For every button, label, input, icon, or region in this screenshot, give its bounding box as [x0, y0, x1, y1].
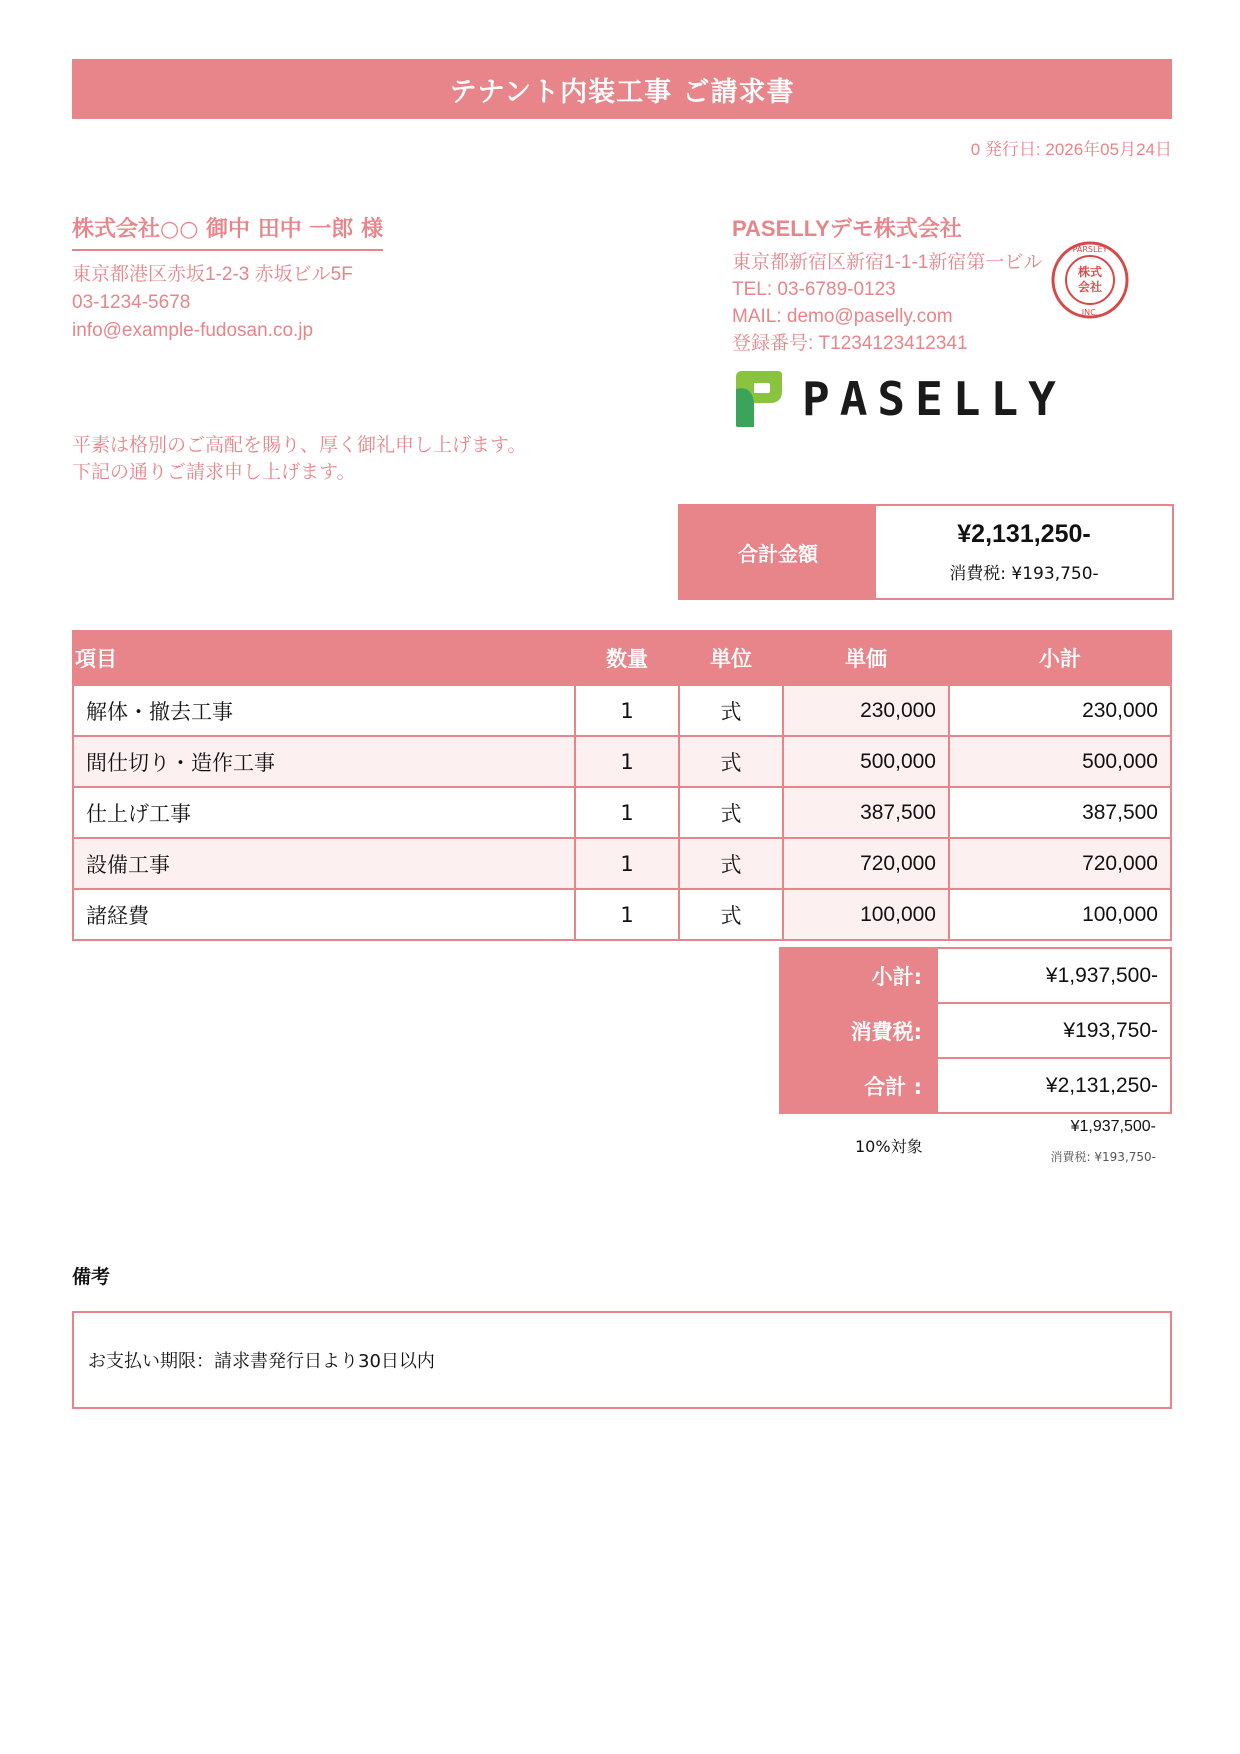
- notes-title: 備考: [72, 1266, 111, 1288]
- header-subtotal: 小計: [949, 631, 1171, 685]
- cell-price: 500,000: [783, 736, 949, 787]
- header-item: 項目: [73, 631, 575, 685]
- recipient-address: 東京都港区赤坂1-2-3 赤坂ビル5F: [72, 264, 353, 285]
- cell-unit: 式: [679, 685, 783, 736]
- cell-qty: 1: [575, 685, 679, 736]
- cell-unit: 式: [679, 838, 783, 889]
- table-row: [73, 685, 1171, 736]
- issue-date: 0 発行日: 2026年05月24日: [970, 140, 1172, 159]
- cell-price: 720,000: [783, 838, 949, 889]
- cell-item: 諸経費: [73, 889, 575, 940]
- summary-table: [779, 947, 1172, 1114]
- cell-item: 設備工事: [73, 838, 575, 889]
- tax-label: 消費税:: [780, 1003, 937, 1058]
- cell-qty: 1: [575, 787, 679, 838]
- cell-subtotal: 230,000: [949, 685, 1171, 736]
- recipient-block: [72, 212, 632, 345]
- sender-company: PASELLYデモ株式会社: [732, 216, 962, 241]
- svg-text:INC.: INC.: [1081, 308, 1099, 317]
- svg-text:株式: 株式: [1077, 265, 1103, 279]
- line-items-table: [72, 630, 1172, 941]
- cell-price: 230,000: [783, 685, 949, 736]
- table-row: [73, 736, 1171, 787]
- notes-box: [72, 1311, 1172, 1409]
- total-tax-value: 消費税: ¥193,750-: [949, 564, 1099, 584]
- cell-qty: 1: [575, 889, 679, 940]
- cell-unit: 式: [679, 787, 783, 838]
- total-label: 合計 :: [780, 1058, 937, 1113]
- total-amount-value: ¥2,131,250-: [957, 520, 1091, 548]
- tax-rate-label: 10%対象: [855, 1137, 923, 1156]
- svg-text:会社: 会社: [1077, 280, 1103, 294]
- invoice-title: テナント内装工事 ご請求書: [72, 59, 1172, 119]
- total-value: ¥2,131,250-: [937, 1058, 1171, 1113]
- summary-row-total: [780, 1058, 1171, 1113]
- header-unit: 単位: [679, 631, 783, 685]
- tax-value: ¥193,750-: [937, 1003, 1171, 1058]
- paselly-logo: [732, 368, 1066, 430]
- cell-subtotal: 720,000: [949, 838, 1171, 889]
- cell-item: 間仕切り・造作工事: [73, 736, 575, 787]
- tax-base-amount: ¥1,937,500-: [1070, 1118, 1156, 1135]
- cell-subtotal: 100,000: [949, 889, 1171, 940]
- header-qty: 数量: [575, 631, 679, 685]
- subtotal-value: ¥1,937,500-: [937, 948, 1171, 1003]
- sender-address: 東京都新宿区新宿1-1-1新宿第一ビル: [732, 252, 1043, 273]
- cell-item: 仕上げ工事: [73, 787, 575, 838]
- sender-registration: 登録番号: T1234123412341: [732, 333, 968, 354]
- recipient-name: 株式会社○○ 御中 田中 一郎 様: [72, 212, 383, 251]
- sender-mail: MAIL: demo@paselly.com: [732, 306, 953, 327]
- cell-qty: 1: [575, 736, 679, 787]
- table-row: [73, 838, 1171, 889]
- cell-unit: 式: [679, 736, 783, 787]
- greeting: [72, 432, 526, 486]
- logo-wordmark: PASELLY: [802, 372, 1066, 426]
- table-row: [73, 787, 1171, 838]
- cell-qty: 1: [575, 838, 679, 889]
- cell-subtotal: 500,000: [949, 736, 1171, 787]
- subtotal-label: 小計:: [780, 948, 937, 1003]
- cell-price: 387,500: [783, 787, 949, 838]
- summary-row-tax: [780, 1003, 1171, 1058]
- company-seal-stamp: [1050, 240, 1130, 320]
- total-amount-label: 合計金額: [680, 506, 876, 598]
- cell-price: 100,000: [783, 889, 949, 940]
- svg-text:PARSLEY: PARSLEY: [1072, 245, 1108, 254]
- header-price: 単価: [783, 631, 949, 685]
- leaf-logo-icon: [732, 369, 784, 429]
- cell-unit: 式: [679, 889, 783, 940]
- cell-subtotal: 387,500: [949, 787, 1171, 838]
- greeting-line-1: 平素は格別のご高配を賜り、厚く御礼申し上げます。: [72, 434, 527, 456]
- sender-tel: TEL: 03-6789-0123: [732, 279, 896, 300]
- tax-breakdown-tax: 消費税: ¥193,750-: [1050, 1150, 1156, 1164]
- greeting-line-2: 下記の通りご請求申し上げます。: [72, 461, 356, 483]
- total-amount-box: [678, 504, 1174, 600]
- recipient-phone: 03-1234-5678: [72, 292, 191, 313]
- notes-text: お支払い期限：請求書発行日より30日以内: [88, 1351, 435, 1372]
- table-row: [73, 889, 1171, 940]
- summary-row-subtotal: [780, 948, 1171, 1003]
- recipient-email: info@example-fudosan.co.jp: [72, 320, 314, 341]
- cell-item: 解体・撤去工事: [73, 685, 575, 736]
